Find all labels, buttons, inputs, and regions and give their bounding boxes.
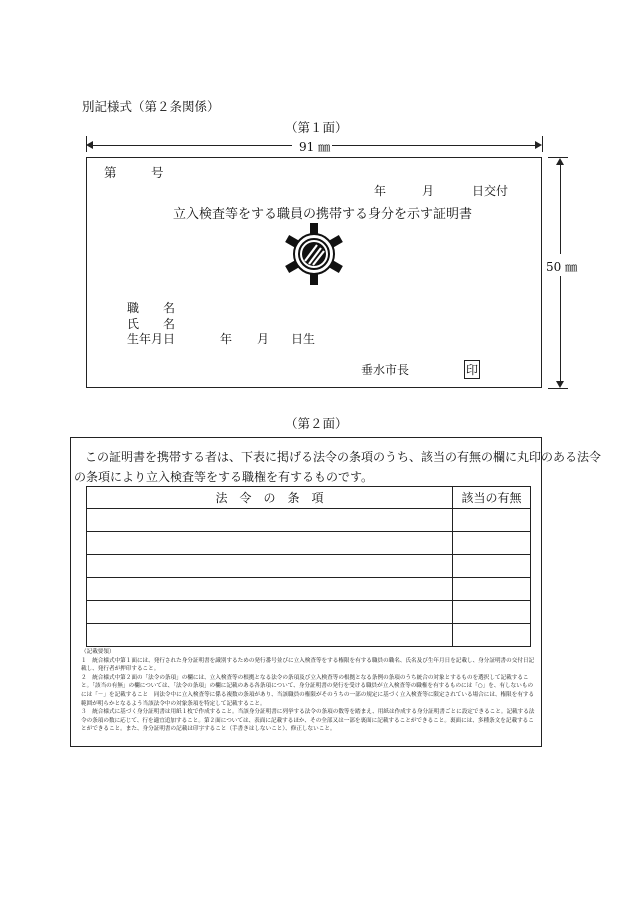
height-tick-bottom — [548, 388, 568, 389]
law-clause-cell — [87, 624, 453, 647]
law-clause-table — [86, 486, 531, 647]
id-card-back — [70, 437, 602, 747]
applicable-cell — [453, 555, 531, 578]
note-item: ３ 統合様式に基づく身分証明書は用紙１枚で作成すること。当該身分証明書に列挙する法令の条項の数等を踏まえ、用紙は作成する身分証明書ごとに設定できること。記載する法令の条項の数に応じて、行を適宜追加すること。第２面については、表面に記載するほか、その全部又は一部を裏面に記載することができること。裏面には、多種条文を記載することができること。また、身分証明書の記載は印字すること（手書きはしないこと）、修正しないこと。 — [81, 709, 535, 733]
dob-label: 生年月日 — [127, 332, 176, 346]
issuer-label: 垂水市長 — [361, 363, 410, 377]
header-law-clause: 法 令 の 条 項 — [87, 487, 453, 509]
dob-year-label: 年 — [220, 332, 233, 346]
note-item: １ 統合様式中第１面には、発行された身分証明書を識別するための発行番号並びに立入検査等をする権限を有する職員の職名、氏名及び生年月日を記載し、身分証明書の交付日記載し、発行者が押印すること。 — [81, 657, 535, 673]
issue-month-label: 月 — [422, 184, 435, 198]
applicable-cell — [453, 578, 531, 601]
table-row — [87, 532, 531, 555]
table-header-row — [87, 487, 531, 509]
issue-day-label: 日交付 — [472, 184, 509, 198]
name-label: 氏 名 — [127, 317, 176, 331]
arrow-right-icon — [535, 141, 542, 149]
width-label: 91 ㎜ — [299, 140, 331, 154]
header-applicable: 該当の有無 — [453, 487, 531, 509]
table-body — [87, 509, 531, 647]
seal-mark: 印 — [464, 360, 480, 379]
number-suffix: 号 — [151, 165, 164, 180]
notes-section — [81, 648, 537, 734]
applicable-cell — [453, 509, 531, 532]
width-tick-right — [542, 136, 543, 152]
dob-day-label: 日生 — [291, 332, 316, 346]
side2-label: （第２面） — [285, 416, 348, 431]
issue-year-label: 年 — [374, 184, 387, 198]
applicable-cell — [453, 624, 531, 647]
applicable-cell — [453, 601, 531, 624]
note-item: ２ 統合様式中第２面の「法令の条項」の欄には、立入検査等の根拠となる法令の条項及び立入検査等の根拠となる条例の条項のうち統合の対象とするものを選択して記載すること。「該当の有無」の欄については、「法令の条項」の欄に記載のある各条項について、身分証明書の発行を受ける職員が立入検査等の職権を有するものには「○」を、有しないものには「－」を記載すること 同法令中に立入検査等に係る複数の条項があり、当該職員の権限がそのうちの一部の規定に基づく立入検査等に限定されている場合には、権限を有する範囲が明らかとなるよう当該法令中の対象条項を特定して記載すること。 — [81, 674, 535, 707]
law-clause-cell — [87, 532, 453, 555]
job-title-label: 職 名 — [127, 301, 176, 315]
form-heading: 別記様式（第２条関係） — [82, 99, 220, 114]
table-row — [87, 509, 531, 532]
id-card-front — [86, 157, 542, 388]
table-row — [87, 578, 531, 601]
intro-line-2: の条項により立入検査等をする職権を有するものです。 — [74, 470, 374, 484]
law-clause-cell — [87, 509, 453, 532]
law-clause-cell — [87, 578, 453, 601]
height-line-top — [560, 162, 561, 254]
intro-line-1: この証明書を携帯する者は、下表に掲げる法令の条項のうち、該当の有無の欄に丸印のある法令 — [85, 450, 602, 464]
side1-label: （第１面） — [285, 120, 348, 135]
table-row — [87, 601, 531, 624]
width-line-left — [90, 145, 292, 146]
city-emblem-icon — [281, 221, 347, 287]
card-title: 立入検査等をする職員の携帯する身分を示す証明書 — [173, 207, 473, 222]
height-line-bottom — [560, 276, 561, 383]
applicable-cell — [453, 532, 531, 555]
law-clause-cell — [87, 601, 453, 624]
table-row — [87, 624, 531, 647]
arrow-left-icon — [86, 141, 93, 149]
law-clause-cell — [87, 555, 453, 578]
notes-title: （記載要領） — [81, 649, 115, 655]
number-label: 第 — [104, 165, 117, 180]
arrow-down-icon — [556, 381, 564, 388]
dob-month-label: 月 — [257, 332, 270, 346]
table-row — [87, 555, 531, 578]
arrow-up-icon — [556, 158, 564, 165]
height-label: 50 ㎜ — [546, 260, 578, 274]
width-line-right — [332, 145, 538, 146]
